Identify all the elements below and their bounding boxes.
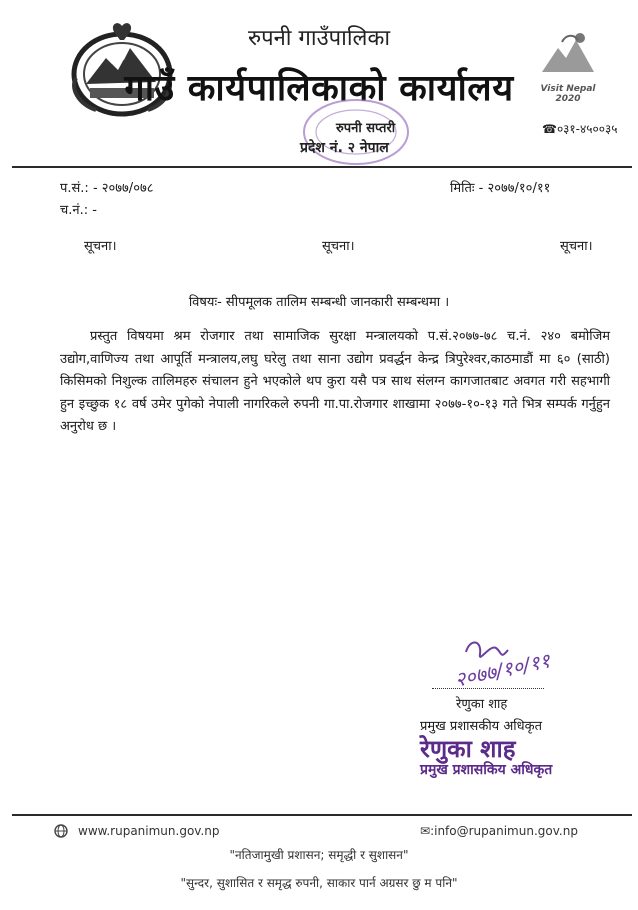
letter-subject: विषयः- सीपमूलक तालिम सम्बन्धी जानकारी सम्बन्धमा ।	[188, 295, 450, 310]
header-divider	[12, 166, 632, 168]
visit-nepal-logo	[532, 28, 604, 104]
handwritten-signature	[430, 630, 570, 700]
address-line-2: प्रदेश नं. २ नेपाल	[300, 140, 389, 156]
handwritten-date: २०७७/१०/११	[452, 648, 553, 692]
stamp-signer-name: रेणुका शाह	[420, 735, 516, 763]
letter-date: मितिः - २०७७/१०/११	[450, 181, 551, 196]
envelope-icon: ✉	[420, 824, 431, 838]
globe-icon	[54, 824, 68, 838]
mountain-icon	[532, 28, 604, 80]
email-contact[interactable]	[420, 824, 578, 838]
notice-label-left: सूचना।	[84, 239, 117, 254]
office-title: गाउँ कार्यपालिकाको कार्यालय	[124, 68, 514, 109]
signer-name: रेणुका शाह	[456, 697, 508, 712]
footer-divider	[12, 814, 632, 816]
visit-nepal-text: Visit Nepal 2020	[540, 84, 596, 104]
notice-label-right: सूचना।	[560, 239, 593, 254]
municipality-name: रुपनी गाउँपालिका	[247, 26, 391, 51]
website-link[interactable]: www.rupanimun.gov.np	[78, 824, 220, 838]
slogan-secondary: "सुन्दर, सुशासित र समृद्ध रुपनी, साकार पार्न अग्रसर छु म पनि"	[180, 876, 458, 890]
email-address: :info@rupanimun.gov.np	[430, 824, 578, 838]
reference-number: प.सं.: - २०७७/०७८	[60, 181, 154, 196]
notice-label-center: सूचना।	[322, 239, 355, 254]
dispatch-number: च.नं.: -	[60, 203, 97, 218]
signature-line	[432, 688, 544, 689]
letter-body: प्रस्तुत विषयमा श्रम रोजगार तथा सामाजिक सुरक्षा मन्त्रालयको प.सं.२०७७-७८ च.नं. २४० बमोजिम उद्योग,वाणिज्य तथा आपूर्ति मन्त्रालय,लघु घरेलु तथा साना उद्योग प्रवर्द्धन केन्द्र त्रिपुरेश्वर,काठमाडौं मा ६० (साठी) किसिमको निशुल्क तालिमहरु संचालन हुने भएकोले थप कुरा यसै पत्र साथ संलग्न कागजातबाट अवगत गरी सहभागी हुन इच्छुक १८ वर्ष उमेर पुगेको नेपाली नागरिकले रुपनी गा.पा.रोजगार शाखामा २०७७-१०-१३ गते भित्र सम्पर्क गर्नुहुन अनुरोध छ ।	[60, 329, 610, 435]
slogan-primary: "नतिजामुखी प्रशासन; समृद्धी र सुशासन"	[229, 848, 409, 862]
phone-number: ☎०३१-४५००३५	[542, 122, 618, 136]
signer-title: प्रमुख प्रशासकीय अधिकृत	[420, 719, 543, 734]
stamp-signer-title: प्रमुख प्रशासकिय अधिकृत	[420, 762, 553, 778]
address-line-1: रुपनी सप्तरी	[336, 121, 396, 136]
